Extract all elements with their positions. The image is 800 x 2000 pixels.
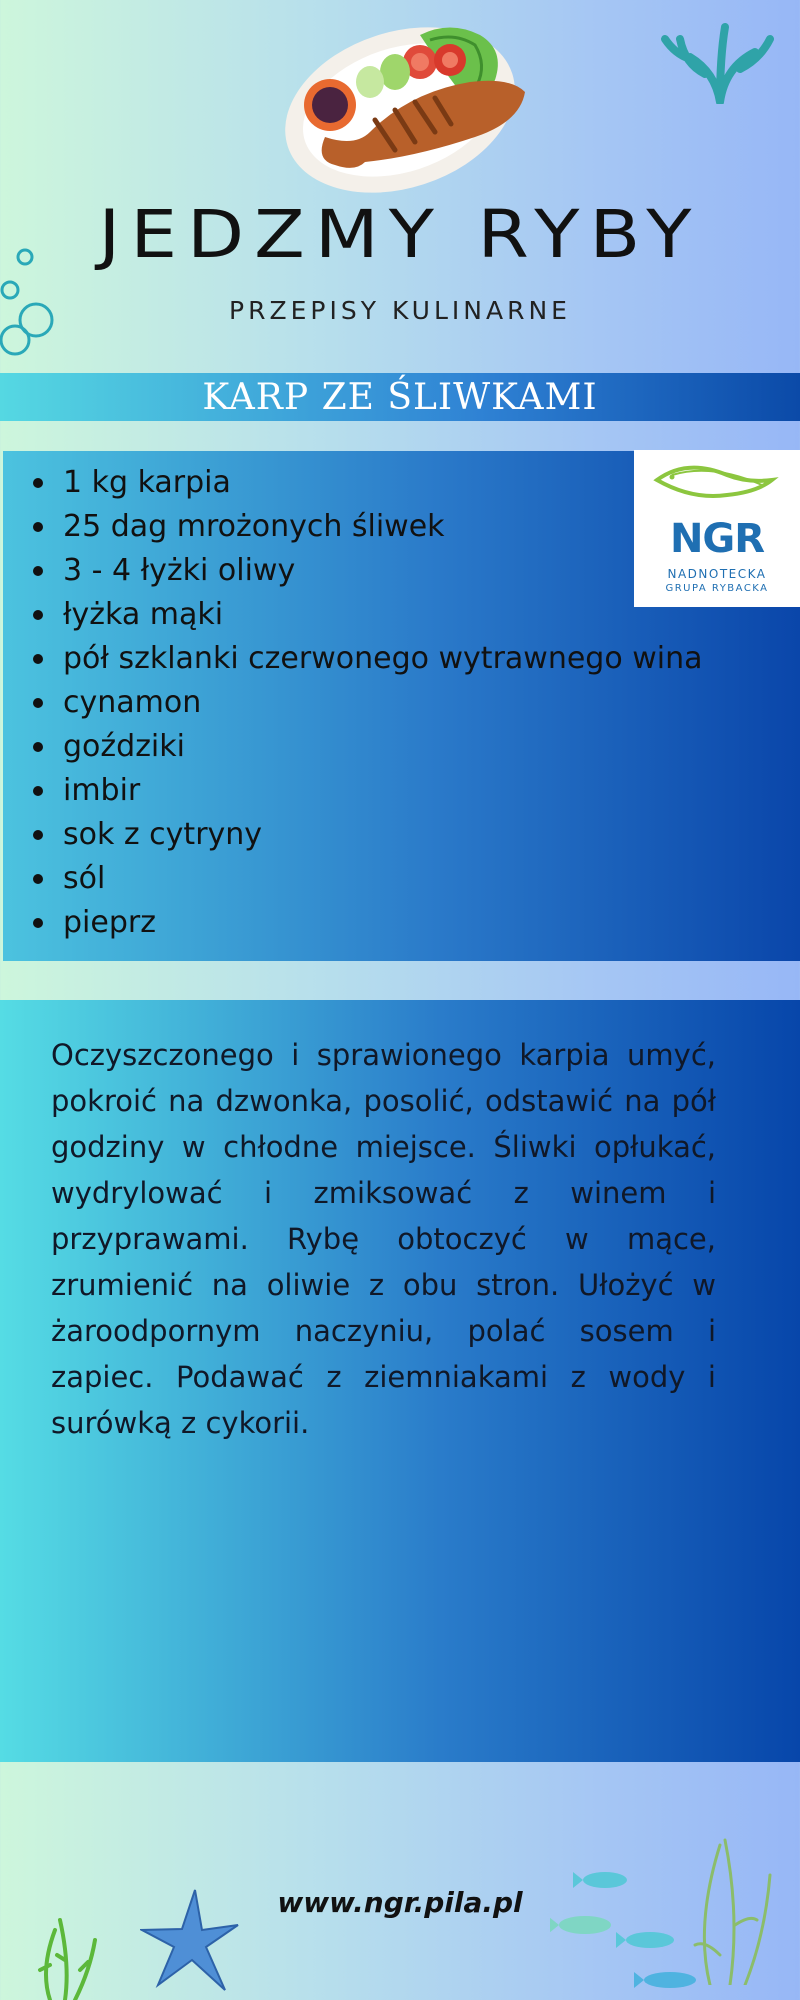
logo-line1: NADNOTECKA <box>667 567 767 581</box>
recipe-title: KARP ZE ŚLIWKAMI <box>202 376 598 418</box>
fish-dish-illustration <box>270 10 550 200</box>
ingredient-item: pieprz <box>63 901 703 945</box>
recipe-title-banner <box>0 373 800 421</box>
ingredient-item: łyżka mąki <box>63 593 703 637</box>
ingredient-item: imbir <box>63 769 703 813</box>
ingredient-item: 25 dag mrożonych śliwek <box>63 505 703 549</box>
page-title: JEDZMY RYBY <box>98 196 702 273</box>
ngr-logo <box>634 450 800 607</box>
ingredient-item: sól <box>63 857 703 901</box>
seaweed-left-icon <box>20 1910 110 2000</box>
instructions-panel <box>0 1000 800 1762</box>
ingredient-item: cynamon <box>63 681 703 725</box>
website-link[interactable]: www.ngr.pila.pl <box>277 1886 523 1919</box>
ingredient-item: goździki <box>63 725 703 769</box>
ingredient-item: 1 kg karpia <box>63 461 703 505</box>
page-subtitle: PRZEPISY KULINARNE <box>229 296 571 325</box>
ingredient-item: sok z cytryny <box>63 813 703 857</box>
ingredient-item: 3 - 4 łyżki oliwy <box>63 549 703 593</box>
ingredient-item: pół szklanki czerwonego wytrawnego wina <box>63 637 703 681</box>
logo-line2: GRUPA RYBACKA <box>665 583 769 594</box>
instructions-text: Oczyszczonego i sprawionego karpia umyć, pokroić na dzwonka, posolić, odstawić na pół godziny w chłodne miejsce. Śliwki opłukać, wydrylować i zmiksować z winem i przyprawami. Rybę obtoczyć w mące, zrumienić na oliwie z obu stron. Ułożyć w żaroodpornym naczyniu, polać sosem i zapiec. Podawać z ziemniakami z wody i surówką z cykorii. <box>51 1038 716 1440</box>
coral-decoration <box>655 14 785 104</box>
seaweed-right-icon <box>680 1835 780 1985</box>
logo-letters: NGR <box>669 516 765 562</box>
ingredients-list <box>27 461 703 945</box>
starfish-icon <box>140 1885 240 1995</box>
logo-fish-icon <box>652 460 782 510</box>
